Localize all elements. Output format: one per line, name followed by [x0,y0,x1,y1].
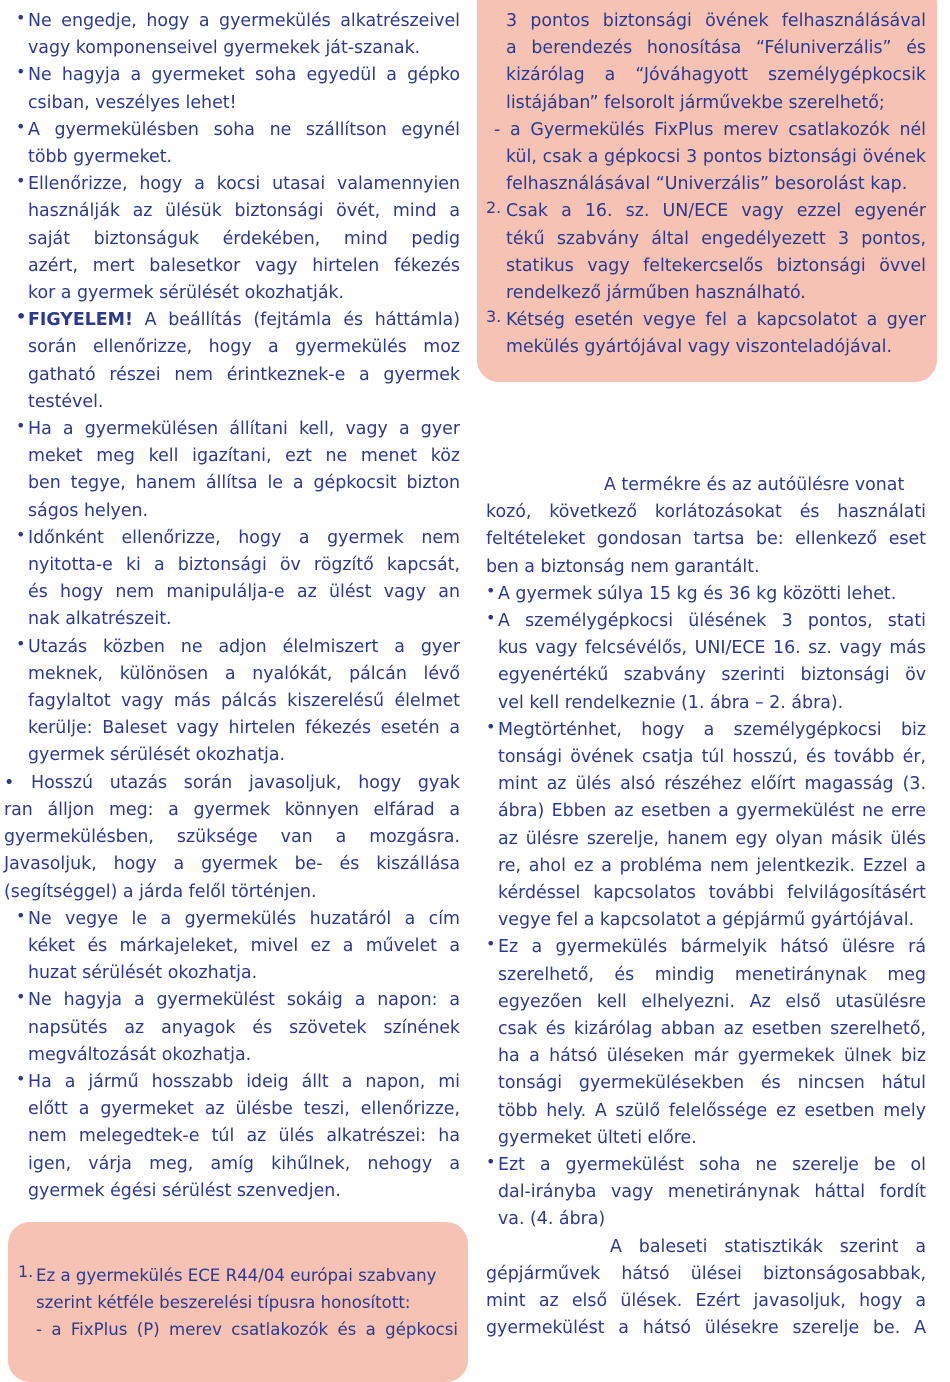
bullet-mark: • [16,171,26,191]
paragraph-line: feltételeket gondosan tartsa be: ellenkező eset [486,529,926,550]
bullet-line: dal-irányba vagy menetiránynak háttal fordít [498,1182,926,1203]
dash-item-1-cont [486,8,926,117]
bullet-line: tonsági gyermekülésekben és nincsen hátul [498,1073,926,1094]
bullet-item [16,634,460,770]
warning-item [16,307,460,416]
numbered-item-2 [486,198,926,307]
paragraph-line: kozó, következő korlátozásokat és használati [486,502,926,523]
bullet-line: kerülje: Baleset vagy hirtelen fékezés esetén a [28,718,460,739]
bullet-line: igen, várja meg, amíg kihűlnek, nehogy a [28,1153,460,1174]
bullet-item [16,987,460,1069]
box-line: mekülés gyártójával vagy viszonteladójával. [506,337,892,358]
warning-line: testével. [28,391,104,412]
bullet-line: egyenértékű szabvány szerinti biztonsági öv [498,665,926,686]
bullet-line: ben tegye, hanem állítsa le a gépkocsit bizton [28,473,460,494]
paragraph-line: gyermekülésben, szüksége van a mozgásra. [4,827,460,848]
paragraph-line: • Hosszú utazás során javasoljuk, hogy gyak [4,772,460,793]
bullet-mark: • [16,633,26,653]
bullet-item [16,117,460,171]
paragraph-line: mint az első ülések. Ezért javasoljuk, hogy a [486,1291,926,1312]
bullet-line: A gyermek súlya 15 kg és 36 kg közötti lehet. [498,583,897,604]
bullet-line: megváltozását okozhatja. [28,1044,252,1065]
bottom-box-content [18,1262,458,1344]
bullet-line: vegye fel a kapcsolatot a gépjármű gyártójával. [498,910,915,931]
bullet-line: gyermek sérülését okozhatja. [28,745,286,766]
bullet-line: nak alkatrészeit. [28,609,172,630]
dash-item-2 [486,117,926,199]
box-line: statikus vagy feltekercselős biztonsági övvel [506,255,926,276]
bullet-line: A gyermekülésben soha ne szállítson egynél [28,119,460,140]
paragraph-line: ran álljon meg: a gyermek könnyen elfárad a [4,799,460,820]
bullet-item [486,717,926,935]
bullet-mark: • [486,608,496,628]
bullet-line: több hely. A szülő felelőssége ez esetben mely [498,1100,926,1121]
bullet-line: Ez a gyermekülés bármelyik hátsó ülésre rá [498,937,926,958]
bullet-mark: • [16,524,26,544]
warning-label: FIGYELEM! [28,310,133,331]
bullet-line: vel kell rendelkeznie (1. ábra – 2. ábra). [498,692,844,713]
bullet-line: Megtörténhet, hogy a személygépkocsi biz [498,719,926,740]
bullet-line: vagy komponenseivel gyermekek ját-szanak. [28,38,421,59]
bullet-line: A személygépkocsi ülésének 3 pontos, stati [498,611,926,632]
bullet-line: Ellenőrizze, hogy a kocsi utasai valamennyien [28,174,460,195]
left-bullets-1 [16,8,460,307]
warning-line: során ellenőrizze, hogy a gyermekülés moz [28,337,460,358]
warning-line: gatható részei nem érintkeznek-e a gyermek [28,364,460,385]
numbered-item-1 [18,1262,458,1316]
box-line: kizárólag a “Jóváhagyott személygépkocsik [506,65,926,86]
bullet-line: kérdéssel kapcsolatos további felvilágosításért [498,883,926,904]
paragraph-line: A termékre és az autóülésre vonat [604,475,905,495]
bullet-line: és hogy nem manipulálja-e az ülést vagy an [28,582,460,603]
bullet-line: tonsági övének csatja túl hosszú, és tovább ér, [498,747,926,768]
bullet-line: napsütés az anyagok és szövetek színének [28,1017,460,1038]
bullet-line: Időnként ellenőrizze, hogy a gyermek nem [28,527,460,548]
bullet-line: ha a hátsó üléseken már gyermekek ülnek biz [498,1046,926,1067]
bullet-line: Ne vegye le a gyermekülés huzatáról a cím [28,908,460,929]
bullet-line: szerelhető, és mindig menetiránynak meg [498,964,926,985]
box-line: tékű szabvány által engedélyezett 3 pontos, [506,228,926,249]
bullet-line: nem melegedtek-e túl az ülés alkatrészei: ha [28,1126,460,1147]
bullet-mark: • [486,934,496,954]
item-number: 1. [18,1262,34,1281]
bullet-line: Ne hagyja a gyermeket soha egyedül a gépko [28,65,460,86]
box-line: rendelkező járműben használható. [506,283,806,304]
bullet-line: Ha a gyermekülésen állítani kell, vagy a gyer [28,419,460,440]
box-line: - a Gyermekülés FixPlus merev csatlakozók nél [494,119,926,140]
bullet-line: ságos helyen. [28,500,149,521]
bullet-mark: • [486,716,496,736]
bullet-line: előtt a gyermeket az ülésbe teszi, ellenőrizze, [28,1099,460,1120]
bullet-line: csak és kizárólag abban az esetben szerelhető, [498,1019,926,1040]
right-bullets [486,581,926,1234]
box-line: Csak a 16. sz. UN/ECE vagy ezzel egyenér [506,201,926,222]
bullet-mark: • [486,580,496,600]
box-line: Kétség esetén vegye fel a kapcsolatot a gyer [506,310,926,331]
item-number: 3. [486,307,502,327]
intro-paragraph [486,472,926,581]
bullet-item [16,525,460,634]
bullet-mark: • [16,62,26,82]
bullet-mark: • [16,307,27,327]
bullet-line: ábra) Ebben az esetben a gyermekülést ne erre [498,801,926,822]
item-line: szerint kétféle beszerelési típusra honosított: [36,1293,411,1313]
bullet-line: használják az ülésük biztonsági övét, mind a [28,201,460,222]
bullet-line: saját biztonságuk érdekében, mind pedig [28,228,460,249]
item-number: 2. [486,198,502,218]
bullet-line: több gyermeket. [28,147,173,168]
bullet-mark: • [486,1152,496,1172]
long-travel-paragraph [4,770,460,906]
bullet-line: fagylaltot vagy más pálcás kiszerelésű élelmet [28,691,460,712]
paragraph-line: Javasoljuk, hogy a gyermek be- és kiszállása [4,854,460,875]
left-bullets-2 [16,416,460,770]
left-column [4,8,460,1205]
stats-paragraph [486,1234,926,1343]
paragraph-line: A baleseti statisztikák szerint a [610,1236,926,1257]
bullet-item [486,1152,926,1234]
bullet-mark: • [16,987,26,1007]
bullet-line: va. (4. ábra) [498,1209,606,1230]
item-line: Ez a gyermekülés ECE R44/04 európai szabvany [36,1266,437,1285]
top-box-content [486,8,926,362]
bullet-line: meknek, különösen a nyalókát, pálcán lévő [28,663,460,684]
left-bullets-3 [16,906,460,1205]
bullet-line: kus vagy felcsévélős, UNI/ECE 16. sz. vagy más [498,638,926,659]
bullet-line: re, ahol ez a probléma nem jelentkezik. Ezzel a [498,855,926,876]
bullet-mark: • [16,116,26,136]
box-line: kül, csak a gépkocsi 3 pontos biztonsági övének [506,147,926,168]
bullet-line: Ha a jármű hosszabb ideig állt a napon, mi [28,1071,460,1092]
paragraph-line: gyermekülést a hátsó ülésekre szerelje be. A [486,1318,926,1339]
bullet-line: Utazás közben ne adjon élelmiszert a gyer [28,636,460,657]
bullet-line: gyermeket ülteti előre. [498,1127,697,1148]
bullet-line: Ne hagyja a gyermekülést sokáig a napon: a [28,990,460,1011]
bullet-line: nyitotta-e ki a biztonsági öv rögzítő kapcsát, [28,555,460,576]
bullet-line: egyezően kell elhelyezni. Az első utasülésre [498,991,926,1012]
paragraph-line: (segítséggel) a járda felől történjen. [4,881,317,902]
box-line: 3 pontos biztonsági övének felhasználásával [506,11,926,31]
numbered-item-3 [486,307,926,361]
bullet-line: huzat sérülését okozhatja. [28,963,258,984]
right-column [486,472,926,1343]
bullet-mark: • [16,905,26,925]
bullet-line: kor a gyermek sérülését okozhatják. [28,283,345,304]
box-line: felhasználásával “Univerzális” besorolást kap. [506,174,908,195]
paragraph-line: ben a biztonság nem garantált. [486,556,760,577]
bullet-line: Ne engedje, hogy a gyermekülés alkatrészeivel [28,11,460,31]
bullet-item [16,171,460,307]
bullet-mark: • [16,1068,26,1088]
bullet-line: meket meg kell igazítani, ezt ne menet köz [28,446,460,467]
bullet-item [486,581,926,608]
box-line: a berendezés honosítása “Féluniverzális” és [506,38,926,59]
warning-first-line: A beállítás (fejtámla és háttámla) [132,310,460,331]
bullet-item [16,62,460,116]
bullet-line: az ülésre szerelje, hanem egy olyan másik ülés [498,828,926,849]
bullet-item [486,934,926,1152]
bullet-line: gyermek égési sérülést szenvedjen. [28,1180,341,1201]
bullet-item [16,906,460,988]
dash-line: - a FixPlus (P) merev csatlakozók és a gépkocsi [36,1320,458,1340]
bullet-item [16,8,460,62]
bullet-line: mint az ülés alsó részéhez előírt magasság (3. [498,774,926,795]
bullet-mark: • [16,416,26,436]
bullet-item [486,608,926,717]
bullet-line: csiban, veszélyes lehet! [28,92,237,113]
paragraph-line: gépjárművek hátsó ülései biztonságosabbak, [486,1263,926,1284]
bullet-line: Ezt a gyermekülést soha ne szerelje be ol [498,1155,926,1176]
bullet-mark: • [16,8,26,27]
bullet-item [16,1069,460,1205]
bullet-item [16,416,460,525]
bullet-line: kéket és márkajeleket, mivel ez a művelet a [28,935,460,956]
box-line: listájában” felsorolt járművekbe szerelhető; [506,92,885,113]
bullet-line: azért, mert balesetkor vagy hirtelen fékezés [28,255,460,276]
